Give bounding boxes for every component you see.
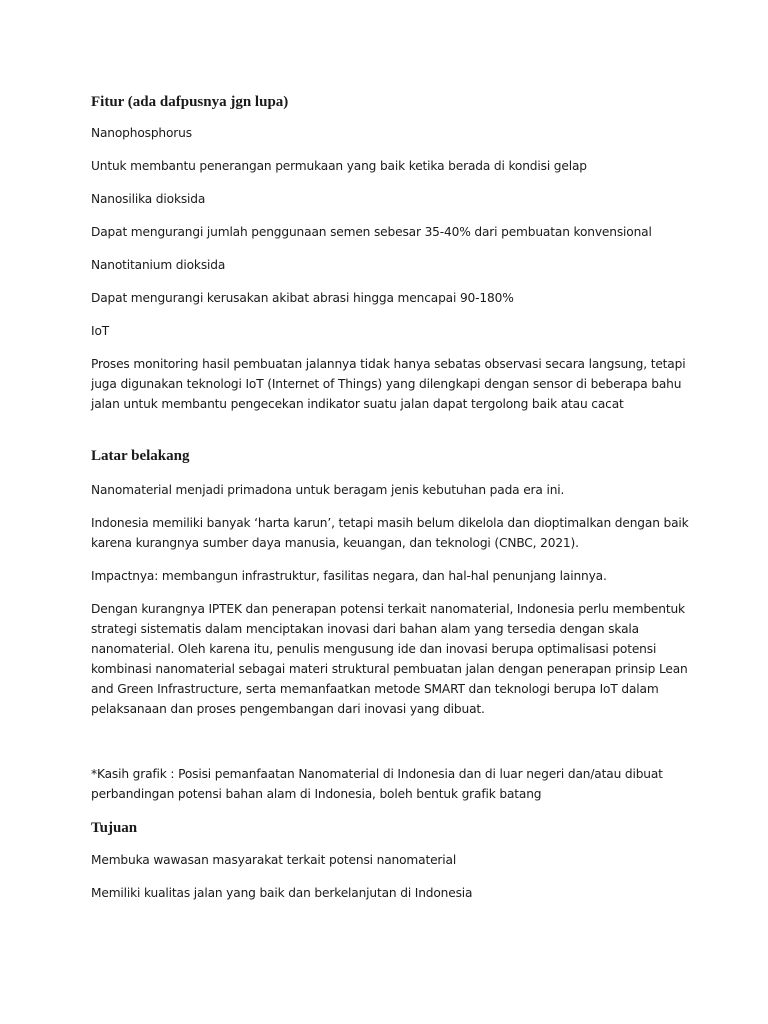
paragraph: Untuk membantu penerangan permukaan yang baik ketika berada di kondisi gelap [91,159,587,173]
heading-fitur: Fitur (ada dafpusnya jgn lupa) [91,94,289,110]
paragraph: Dengan kurangnya IPTEK dan penerapan potensi terkait nanomaterial, Indonesia perlu membentuk strategi sistematis dalam menciptakan inovasi dari bahan alam yang tersedia dengan skala nanomaterial. Oleh karena itu, penulis mengusung ide dan inovasi berupa optimalisasi potensi kombinasi nanomaterial sebagai materi struktural pembuatan jalan dengan penerapan prinsip Lean and Green Infrastructure, serta memanfaatkan metode SMART dan teknologi berupa IoT dalam pelaksanaan dan proses pengembangan dari inovasi yang dibuat. [91,602,688,716]
heading-latar-belakang: Latar belakang [91,448,190,464]
paragraph: Nanosilika dioksida [91,192,206,206]
paragraph: Nanophosphorus [91,126,192,140]
paragraph: Membuka wawasan masyarakat terkait potensi nanomaterial [91,853,457,867]
note-paragraph: *Kasih grafik : Posisi pemanfaatan Nanomaterial di Indonesia dan di luar negeri dan/atau dibuat perbandingan potensi bahan alam di Indonesia, boleh bentuk grafik batang [91,767,663,801]
paragraph: Memiliki kualitas jalan yang baik dan berkelanjutan di Indonesia [91,886,473,900]
paragraph: Proses monitoring hasil pembuatan jalannya tidak hanya sebatas observasi secara langsung, tetapi juga digunakan teknologi IoT (Internet of Things) yang dilengkapi dengan sensor di beberapa bahu jalan untuk membantu pengecekan indikator suatu jalan dapat tergolong baik atau cacat [91,357,686,411]
heading-tujuan: Tujuan [91,820,138,836]
paragraph: Impactnya: membangun infrastruktur, fasilitas negara, dan hal-hal penunjang lainnya. [91,569,607,583]
paragraph: Indonesia memiliki banyak ‘harta karun’, tetapi masih belum dikelola dan dioptimalkan dengan baik karena kurangnya sumber daya manusia, keuangan, dan teknologi (CNBC, 2021). [91,516,689,550]
paragraph: Nanotitanium dioksida [91,258,226,272]
document-body [91,92,691,903]
paragraph: Nanomaterial menjadi primadona untuk beragam jenis kebutuhan pada era ini. [91,483,565,497]
paragraph: Dapat mengurangi jumlah penggunaan semen sebesar 35-40% dari pembuatan konvensional [91,225,652,239]
paragraph: Dapat mengurangi kerusakan akibat abrasi hingga mencapai 90-180% [91,291,514,305]
paragraph: IoT [91,324,110,338]
